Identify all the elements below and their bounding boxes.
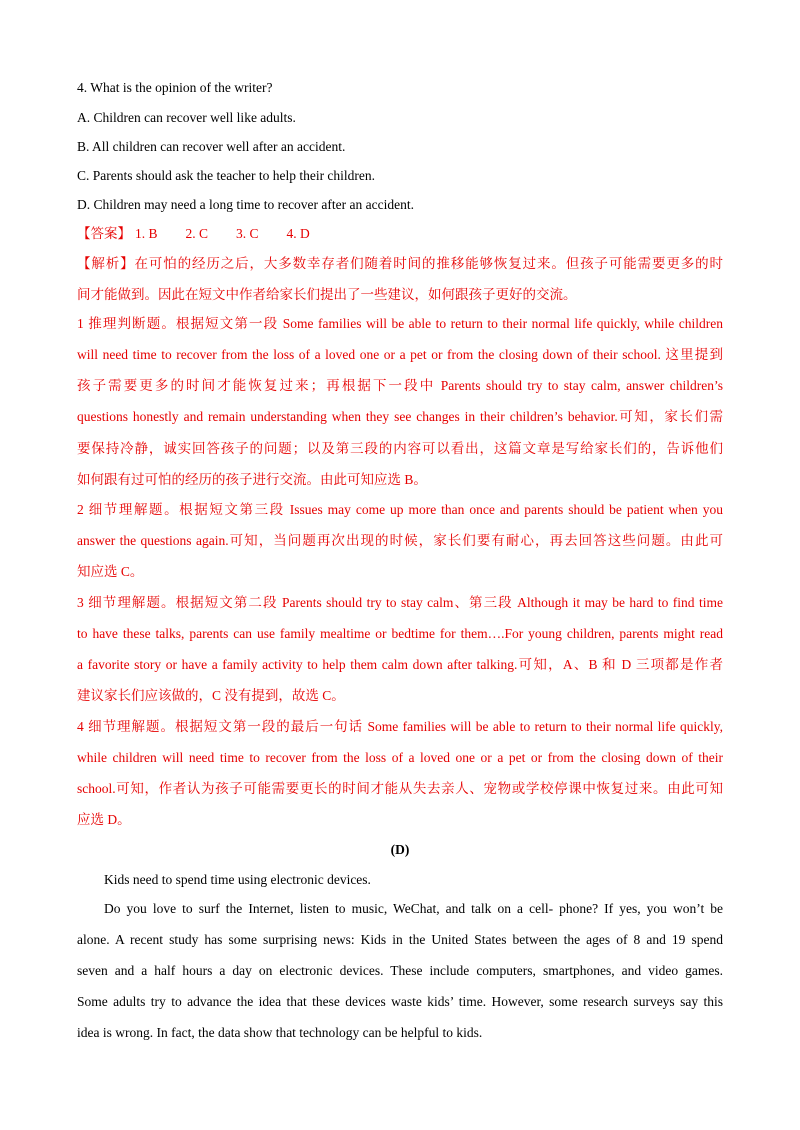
answer-item: 1. B — [135, 226, 158, 241]
passage-line: idea is wrong. In fact, the data show that technology can be helpful to kids. — [77, 1025, 483, 1040]
passage-title: Kids need to spend time using electronic devices. — [104, 872, 371, 887]
answer-item: 2. C — [185, 226, 209, 241]
answer-key — [77, 226, 310, 242]
analysis-line: while children will need time to recover from the loss of a loved one or a pet or from the closing down of their — [77, 750, 723, 765]
analysis-line: 知应选 C。 — [77, 564, 144, 579]
analysis-line: 间才能做到。因此在短文中作者给家长们提出了一些建议，如何跟孩子更好的交流。 — [77, 287, 577, 302]
analysis-line: a favorite story or have a family activity to help them calm down after talking.可知，A、B 和 D 三项都是作者 — [77, 657, 723, 672]
passage-line: Some adults try to advance the idea that these devices waste kids’ time. However, some research surveys say this — [77, 994, 723, 1009]
option-c: C. Parents should ask the teacher to help their children. — [77, 168, 376, 183]
analysis-line: 4 细节理解题。根据短文第一段的最后一句话 Some families will be able to return to their normal life quickly, — [77, 719, 723, 734]
analysis-line: 要保持冷静，诚实回答孩子的问题；以及第三段的内容可以看出，这篇文章是写给家长们的，告诉他们 — [77, 441, 723, 456]
analysis-line: 应选 D。 — [77, 812, 131, 827]
analysis-line: answer the questions again.可知，当问题再次出现的时候，家长们要有耐心，再去回答这些问题。由此可 — [77, 533, 723, 548]
analysis-line: questions honestly and remain understanding when they see changes in their children’s behavior.可知，家长们需 — [77, 409, 723, 424]
analysis-line: 建议家长们应该做的，C 没有提到，故选 C。 — [77, 688, 345, 703]
answer-item: 3. C — [236, 226, 259, 241]
analysis-line: school.可知，作者认为孩子可能需要更长的时间才能从失去亲人、宠物或学校停课中恢复过来。由此可知 — [77, 781, 723, 796]
option-d: D. Children may need a long time to recover after an accident. — [77, 197, 414, 212]
option-b: B. All children can recover well after an accident. — [77, 139, 346, 154]
analysis-line: 3 细节理解题。根据短文第二段 Parents should try to stay calm、第三段 Although it may be hard to find time — [77, 595, 723, 610]
passage-line: Do you love to surf the Internet, listen to music, WeChat, and talk on a cell- phone? If yes, you won’t be — [104, 901, 723, 916]
analysis-line: 1 推理判断题。根据短文第一段 Some families will be able to return to their normal life quickly, while children — [77, 316, 723, 331]
option-a: A. Children can recover well like adults. — [77, 110, 296, 125]
answer-label: 【答案】 — [77, 226, 131, 241]
analysis-line: 2 细节理解题。根据短文第三段 Issues may come up more than once and parents should be patient when you — [77, 502, 723, 517]
passage-line: seven and a half hours a day on electronic devices. These include computers, smartphones, and video games. — [77, 963, 723, 978]
analysis-line: 【解析】在可怕的经历之后，大多数幸存者们随着时间的推移能够恢复过来。但孩子可能需要更多的时 — [77, 256, 723, 271]
passage-line: alone. A recent study has some surprising news: Kids in the United States between the ages of 8 and 19 spend — [77, 932, 723, 947]
analysis-line: will need time to recover from the loss of a loved one or a pet or from the closing down of their school. 这里提到 — [77, 347, 723, 362]
analysis-line: 孩子需要更多的时间才能恢复过来；再根据下一段中 Parents should try to stay calm, answer children’s — [77, 378, 723, 393]
analysis-line: 如何跟有过可怕的经历的孩子进行交流。由此可知应选 B。 — [77, 472, 427, 487]
section-heading: (D) — [390, 842, 410, 857]
answer-item: 4. D — [286, 226, 310, 241]
question-stem: 4. What is the opinion of the writer? — [77, 80, 273, 95]
analysis-line: to have these talks, parents can use family mealtime or bedtime for them….For young children, parents might read — [77, 626, 723, 641]
